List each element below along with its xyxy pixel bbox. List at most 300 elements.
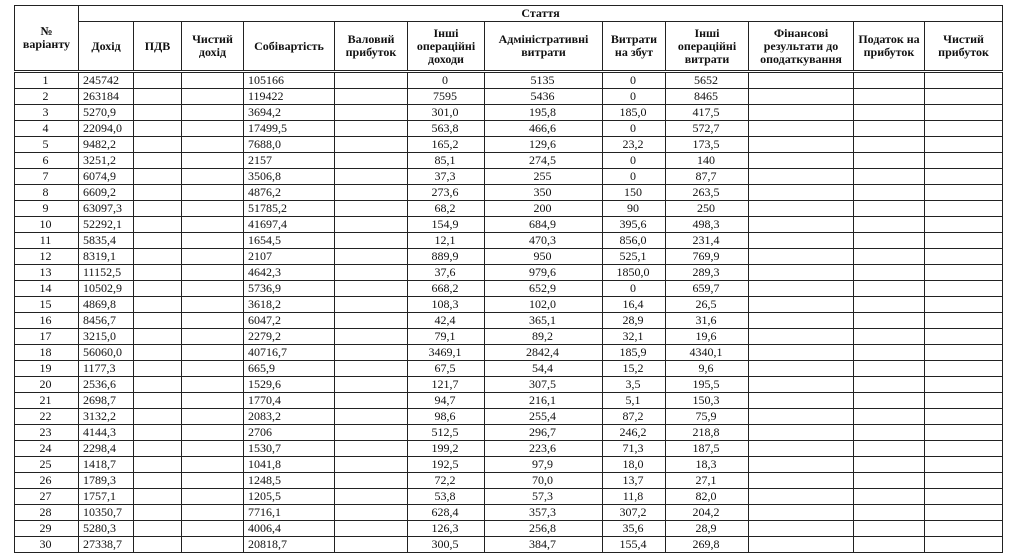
table-cell [749, 329, 854, 345]
table-cell: 2157 [244, 153, 335, 169]
table-cell: 23,2 [603, 137, 666, 153]
table-cell: 105166 [244, 72, 335, 89]
table-cell: 1770,4 [244, 393, 335, 409]
table-cell: 3,5 [603, 377, 666, 393]
table-cell [925, 72, 1003, 89]
variant-number-cell: 1 [15, 72, 79, 89]
table-cell [182, 217, 244, 233]
table-cell: 245742 [79, 72, 134, 89]
column-header-gross-profit: Валовий прибуток [335, 22, 408, 72]
variant-column-header: № варіанту [15, 6, 79, 72]
table-cell [134, 409, 182, 425]
table-cell [749, 281, 854, 297]
table-cell: 979,6 [485, 265, 603, 281]
table-cell: 1418,7 [79, 457, 134, 473]
table-cell: 289,3 [666, 265, 749, 281]
table-cell: 22094,0 [79, 121, 134, 137]
variant-number-cell: 10 [15, 217, 79, 233]
table-cell [134, 505, 182, 521]
table-cell [854, 297, 925, 313]
variant-number-cell: 20 [15, 377, 79, 393]
variant-number-cell: 2 [15, 89, 79, 105]
table-cell [182, 409, 244, 425]
table-cell: 273,6 [408, 185, 485, 201]
table-cell [925, 265, 1003, 281]
variant-number-cell: 21 [15, 393, 79, 409]
table-cell: 154,9 [408, 217, 485, 233]
table-cell [925, 361, 1003, 377]
table-cell: 199,2 [408, 441, 485, 457]
table-cell: 102,0 [485, 297, 603, 313]
table-cell [854, 137, 925, 153]
column-header-other-operating-income: Інші операційні доходи [408, 22, 485, 72]
variant-number-cell: 26 [15, 473, 79, 489]
table-cell: 200 [485, 201, 603, 217]
table-cell: 18,3 [666, 457, 749, 473]
table-cell: 126,3 [408, 521, 485, 537]
table-cell: 56060,0 [79, 345, 134, 361]
table-cell: 32,1 [603, 329, 666, 345]
table-cell: 856,0 [603, 233, 666, 249]
table-cell [925, 105, 1003, 121]
table-cell: 5736,9 [244, 281, 335, 297]
table-cell: 668,2 [408, 281, 485, 297]
table-cell [925, 329, 1003, 345]
table-cell [335, 489, 408, 505]
table-cell: 4006,4 [244, 521, 335, 537]
table-cell: 300,5 [408, 537, 485, 553]
table-cell [335, 281, 408, 297]
table-cell [925, 217, 1003, 233]
table-cell: 250 [666, 201, 749, 217]
table-cell: 350 [485, 185, 603, 201]
table-cell [182, 89, 244, 105]
table-cell [749, 377, 854, 393]
table-row [15, 121, 1003, 137]
table-cell: 1789,3 [79, 473, 134, 489]
table-cell [134, 265, 182, 281]
table-cell: 218,8 [666, 425, 749, 441]
table-cell [182, 361, 244, 377]
table-cell: 7716,1 [244, 505, 335, 521]
table-cell: 51785,2 [244, 201, 335, 217]
table-cell: 185,9 [603, 345, 666, 361]
table-cell [182, 473, 244, 489]
table-cell: 1041,8 [244, 457, 335, 473]
table-cell [854, 72, 925, 89]
table-cell: 204,2 [666, 505, 749, 521]
table-cell [749, 505, 854, 521]
table-cell: 2842,4 [485, 345, 603, 361]
table-cell: 1850,0 [603, 265, 666, 281]
table-cell: 269,8 [666, 537, 749, 553]
table-cell: 98,6 [408, 409, 485, 425]
variant-number-cell: 18 [15, 345, 79, 361]
table-cell [182, 169, 244, 185]
table-cell: 563,8 [408, 121, 485, 137]
table-cell: 42,4 [408, 313, 485, 329]
table-cell [335, 329, 408, 345]
table-cell [335, 505, 408, 521]
table-cell [749, 137, 854, 153]
table-cell: 85,1 [408, 153, 485, 169]
table-cell [134, 169, 182, 185]
table-cell: 255 [485, 169, 603, 185]
table-cell: 3132,2 [79, 409, 134, 425]
table-row [15, 169, 1003, 185]
table-row [15, 505, 1003, 521]
table-cell [854, 457, 925, 473]
table-cell [749, 89, 854, 105]
column-header-income-tax: Податок на прибуток [854, 22, 925, 72]
table-cell [335, 105, 408, 121]
table-cell [749, 201, 854, 217]
table-cell: 307,2 [603, 505, 666, 521]
table-cell: 665,9 [244, 361, 335, 377]
table-row [15, 329, 1003, 345]
variant-number-cell: 25 [15, 457, 79, 473]
table-cell [854, 441, 925, 457]
table-cell [182, 377, 244, 393]
table-cell [335, 473, 408, 489]
table-cell: 187,5 [666, 441, 749, 457]
variant-number-cell: 16 [15, 313, 79, 329]
table-cell: 10502,9 [79, 281, 134, 297]
table-cell: 10350,7 [79, 505, 134, 521]
table-cell [335, 249, 408, 265]
table-cell: 1530,7 [244, 441, 335, 457]
table-cell: 4869,8 [79, 297, 134, 313]
table-cell: 5436 [485, 89, 603, 105]
table-row [15, 441, 1003, 457]
table-cell [134, 201, 182, 217]
variant-number-cell: 28 [15, 505, 79, 521]
table-cell: 231,4 [666, 233, 749, 249]
table-cell: 2698,7 [79, 393, 134, 409]
table-cell: 572,7 [666, 121, 749, 137]
table-cell [854, 425, 925, 441]
table-cell [182, 233, 244, 249]
table-cell: 71,3 [603, 441, 666, 457]
table-cell [749, 537, 854, 553]
table-row [15, 457, 1003, 473]
table-cell: 417,5 [666, 105, 749, 121]
table-cell: 19,6 [666, 329, 749, 345]
table-row [15, 185, 1003, 201]
table-cell: 89,2 [485, 329, 603, 345]
table-cell [854, 89, 925, 105]
table-cell: 365,1 [485, 313, 603, 329]
table-row [15, 297, 1003, 313]
table-cell: 6047,2 [244, 313, 335, 329]
table-cell: 11,8 [603, 489, 666, 505]
table-cell [749, 105, 854, 121]
table-cell [749, 249, 854, 265]
table-cell: 4144,3 [79, 425, 134, 441]
variant-number-cell: 7 [15, 169, 79, 185]
table-cell: 97,9 [485, 457, 603, 473]
table-cell [854, 361, 925, 377]
table-cell: 0 [603, 169, 666, 185]
table-cell [925, 377, 1003, 393]
table-cell: 63097,3 [79, 201, 134, 217]
table-row [15, 233, 1003, 249]
table-row [15, 137, 1003, 153]
table-cell: 498,3 [666, 217, 749, 233]
table-cell [182, 441, 244, 457]
table-cell [749, 489, 854, 505]
table-cell: 9,6 [666, 361, 749, 377]
variant-number-cell: 30 [15, 537, 79, 553]
table-cell [134, 249, 182, 265]
table-cell [335, 297, 408, 313]
table-cell [335, 217, 408, 233]
table-cell [925, 521, 1003, 537]
table-cell [335, 521, 408, 537]
table-row [15, 345, 1003, 361]
table-cell [182, 265, 244, 281]
table-row [15, 521, 1003, 537]
table-cell: 684,9 [485, 217, 603, 233]
table-cell: 15,2 [603, 361, 666, 377]
table-cell [134, 217, 182, 233]
table-row [15, 153, 1003, 169]
table-cell: 1529,6 [244, 377, 335, 393]
table-cell: 165,2 [408, 137, 485, 153]
variant-number-cell: 13 [15, 265, 79, 281]
table-cell [925, 425, 1003, 441]
table-cell: 54,4 [485, 361, 603, 377]
table-cell [854, 249, 925, 265]
table-cell [182, 249, 244, 265]
financial-results-table [14, 5, 1003, 553]
variant-number-cell: 11 [15, 233, 79, 249]
table-cell: 652,9 [485, 281, 603, 297]
table-cell: 1205,5 [244, 489, 335, 505]
table-cell [854, 473, 925, 489]
table-cell: 769,9 [666, 249, 749, 265]
table-cell: 6609,2 [79, 185, 134, 201]
table-cell: 16,4 [603, 297, 666, 313]
table-cell: 0 [603, 121, 666, 137]
table-cell: 68,2 [408, 201, 485, 217]
table-cell [749, 169, 854, 185]
table-cell: 87,2 [603, 409, 666, 425]
table-cell [925, 313, 1003, 329]
table-cell: 140 [666, 153, 749, 169]
table-cell [335, 393, 408, 409]
table-cell: 121,7 [408, 377, 485, 393]
table-cell [182, 521, 244, 537]
table-cell: 67,5 [408, 361, 485, 377]
table-cell: 2706 [244, 425, 335, 441]
column-header-other-operating-expenses: Інші операційні витрати [666, 22, 749, 72]
table-cell [134, 297, 182, 313]
table-cell: 466,6 [485, 121, 603, 137]
table-cell: 263184 [79, 89, 134, 105]
table-cell: 8456,7 [79, 313, 134, 329]
table-cell [335, 409, 408, 425]
table-cell [854, 233, 925, 249]
table-cell: 119422 [244, 89, 335, 105]
table-cell [749, 361, 854, 377]
table-cell [134, 233, 182, 249]
table-row [15, 313, 1003, 329]
variant-number-cell: 8 [15, 185, 79, 201]
table-cell [925, 233, 1003, 249]
table-body [15, 72, 1003, 553]
table-cell [335, 201, 408, 217]
table-cell [925, 473, 1003, 489]
table-cell: 28,9 [666, 521, 749, 537]
table-row [15, 249, 1003, 265]
table-cell: 26,5 [666, 297, 749, 313]
table-cell [749, 441, 854, 457]
table-cell: 628,4 [408, 505, 485, 521]
table-cell: 35,6 [603, 521, 666, 537]
table-cell: 0 [603, 153, 666, 169]
table-cell: 90 [603, 201, 666, 217]
table-cell [925, 89, 1003, 105]
table-cell [182, 345, 244, 361]
table-cell [925, 201, 1003, 217]
table-cell [134, 345, 182, 361]
table-cell: 4642,3 [244, 265, 335, 281]
table-cell [925, 505, 1003, 521]
table-cell [749, 345, 854, 361]
table-cell [335, 185, 408, 201]
table-cell [182, 153, 244, 169]
column-header-pretax-result: Фінансові результати до оподаткування [749, 22, 854, 72]
table-cell: 5,1 [603, 393, 666, 409]
table-cell: 256,8 [485, 521, 603, 537]
table-cell [925, 297, 1003, 313]
table-row [15, 217, 1003, 233]
table-cell: 7688,0 [244, 137, 335, 153]
table-cell: 384,7 [485, 537, 603, 553]
table-row [15, 265, 1003, 281]
table-cell [134, 153, 182, 169]
table-cell [134, 137, 182, 153]
table-cell: 53,8 [408, 489, 485, 505]
table-cell [854, 265, 925, 281]
table-cell [854, 521, 925, 537]
table-cell: 28,9 [603, 313, 666, 329]
variant-number-cell: 24 [15, 441, 79, 457]
table-cell: 129,6 [485, 137, 603, 153]
table-cell [182, 393, 244, 409]
table-cell [182, 185, 244, 201]
table-cell [854, 121, 925, 137]
header-row-columns [15, 22, 1003, 72]
table-cell: 7595 [408, 89, 485, 105]
table-cell: 87,7 [666, 169, 749, 185]
table-cell: 82,0 [666, 489, 749, 505]
table-cell: 41697,4 [244, 217, 335, 233]
table-cell [182, 201, 244, 217]
table-cell: 296,7 [485, 425, 603, 441]
table-cell [854, 153, 925, 169]
table-cell: 8319,1 [79, 249, 134, 265]
table-cell [335, 233, 408, 249]
table-cell: 1654,5 [244, 233, 335, 249]
table-cell: 3251,2 [79, 153, 134, 169]
table-cell: 2536,6 [79, 377, 134, 393]
variant-number-cell: 9 [15, 201, 79, 217]
table-cell [749, 521, 854, 537]
table-cell [925, 393, 1003, 409]
variant-number-cell: 6 [15, 153, 79, 169]
table-cell: 57,3 [485, 489, 603, 505]
table-cell: 395,6 [603, 217, 666, 233]
table-cell [749, 233, 854, 249]
table-cell: 3618,2 [244, 297, 335, 313]
table-cell [134, 441, 182, 457]
table-cell [925, 489, 1003, 505]
table-row [15, 201, 1003, 217]
table-cell [182, 137, 244, 153]
table-cell [925, 537, 1003, 553]
table-cell: 195,5 [666, 377, 749, 393]
table-cell: 52292,1 [79, 217, 134, 233]
table-cell: 3694,2 [244, 105, 335, 121]
variant-number-cell: 17 [15, 329, 79, 345]
table-cell: 1248,5 [244, 473, 335, 489]
table-cell [134, 329, 182, 345]
table-cell [182, 329, 244, 345]
table-cell: 94,7 [408, 393, 485, 409]
table-cell [182, 505, 244, 521]
table-cell [854, 329, 925, 345]
table-cell: 3469,1 [408, 345, 485, 361]
table-cell [749, 185, 854, 201]
variant-number-cell: 23 [15, 425, 79, 441]
table-cell [925, 441, 1003, 457]
table-cell: 20818,7 [244, 537, 335, 553]
table-cell: 185,0 [603, 105, 666, 121]
table-cell [854, 393, 925, 409]
table-cell [335, 89, 408, 105]
table-cell: 4876,2 [244, 185, 335, 201]
table-cell: 150 [603, 185, 666, 201]
table-cell: 3506,8 [244, 169, 335, 185]
table-cell: 17499,5 [244, 121, 335, 137]
table-cell: 274,5 [485, 153, 603, 169]
table-cell: 2279,2 [244, 329, 335, 345]
table-cell: 5270,9 [79, 105, 134, 121]
table-cell: 27,1 [666, 473, 749, 489]
table-cell [925, 249, 1003, 265]
table-cell [134, 425, 182, 441]
variant-number-cell: 4 [15, 121, 79, 137]
table-row [15, 72, 1003, 89]
table-cell: 0 [603, 89, 666, 105]
table-cell [854, 169, 925, 185]
table-row [15, 377, 1003, 393]
table-cell: 2107 [244, 249, 335, 265]
variant-number-cell: 14 [15, 281, 79, 297]
table-cell [182, 121, 244, 137]
table-cell [854, 281, 925, 297]
table-cell [335, 361, 408, 377]
header-row-group [15, 6, 1003, 22]
table-cell [925, 121, 1003, 137]
variant-number-cell: 3 [15, 105, 79, 121]
table-row [15, 281, 1003, 297]
table-cell: 255,4 [485, 409, 603, 425]
table-cell: 5280,3 [79, 521, 134, 537]
table-cell [749, 473, 854, 489]
